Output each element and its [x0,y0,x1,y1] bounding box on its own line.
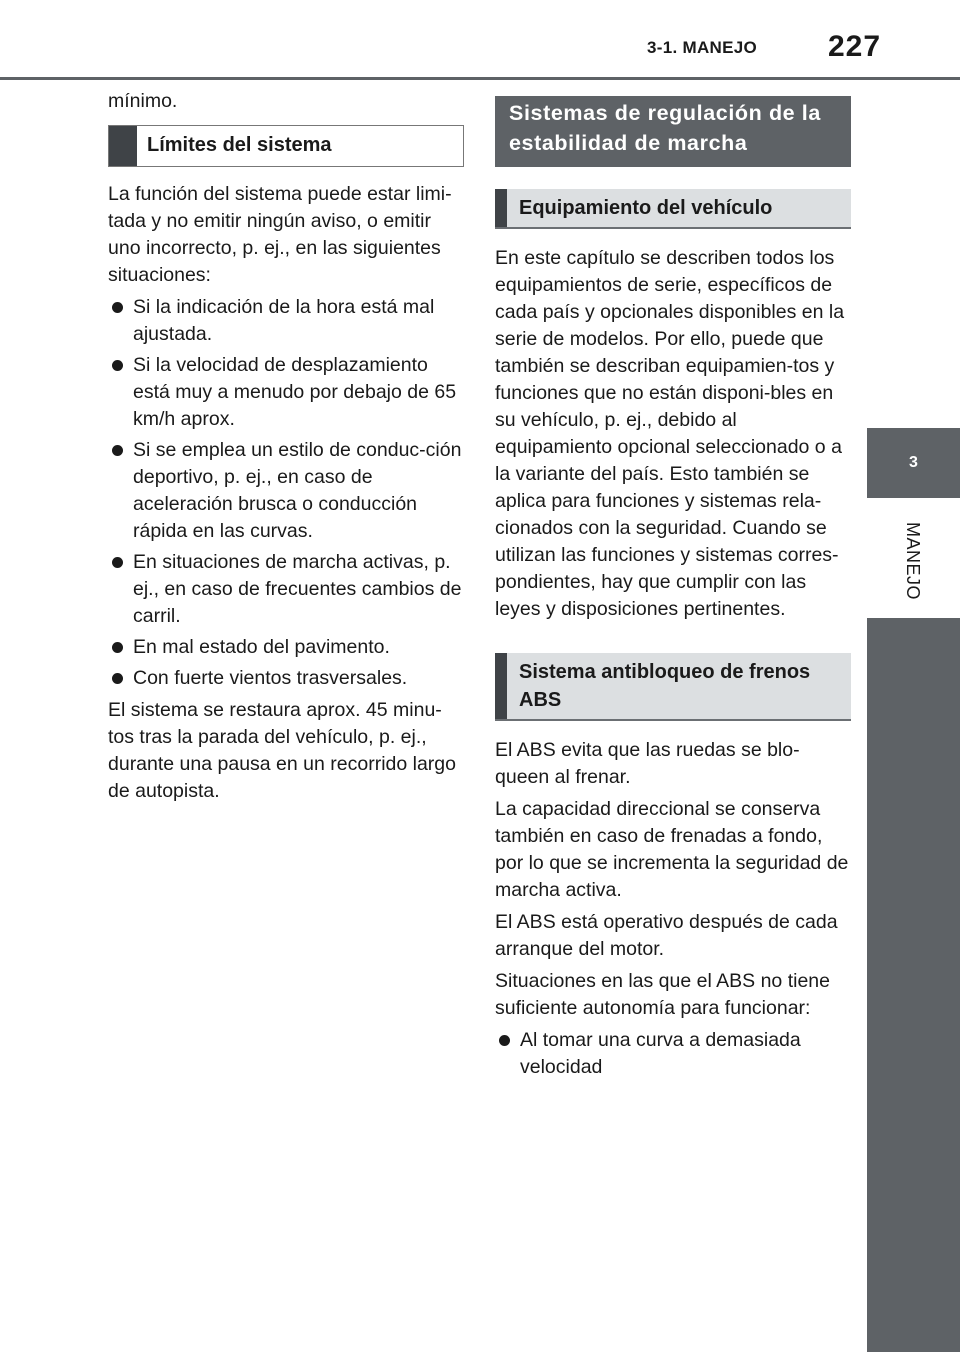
paragraph: El sistema se restaura aprox. 45 minu-tos tras la parada del vehículo, p. ej., durante una pausa en un recorrido largo de autopista. [108,699,456,802]
heading-limits [108,125,464,167]
paragraph: En este capítulo se describen todos los equipamientos de serie, específicos de cada país y opcionales disponibles en la serie de modelos. Por ello, puede que también se describan equipamien-tos y funciones que no están disponi-bles en su vehículo, p. ej., debido al equipamiento opcional seleccionado o a la variante del país. Esto también se aplica para funciones y sistemas rela-cionados con la seguridad. Cuando se utilizan las funciones y sistemas corres-pondientes, hay que cumplir con las leyes y disposiciones pertinentes. [495,247,845,620]
heading-bar [495,653,507,719]
list-item: En mal estado del pavimento. [108,634,464,661]
list-item: Al tomar una curva a demasiada velocidad [495,1027,851,1081]
side-strip [867,498,960,1352]
intro-text: mínimo. [108,90,178,112]
left-column [108,88,464,810]
list-item: En situaciones de marcha activas, p. ej., en caso de frecuentes cambios de carril. [108,549,464,630]
header-divider [0,77,960,80]
list-item: Si se emplea un estilo de conduc-ción deportivo, p. ej., en caso de aceleración brusca o conducción rápida en las curvas. [108,437,464,545]
bullet-icon [112,642,123,653]
chapter-label: MANEJO [903,522,923,601]
paragraph: La capacidad direccional se conserva también en caso de frenadas a fondo, por lo que se incrementa la seguridad de marcha activa. [495,798,849,901]
main-heading: Sistemas de regulación de la estabilidad de marcha [495,96,851,167]
bullet-list [495,1027,851,1081]
chapter-number: 3 [909,454,918,471]
list-item: Con fuerte vientos trasversales. [108,665,464,692]
list-item: Si la indicación de la hora está mal ajustada. [108,294,464,348]
heading-abs [495,653,851,721]
heading-equipment-text: Equipamiento del vehículo [519,197,773,219]
paragraph: El ABS está operativo después de cada arranque del motor. [495,911,838,960]
bullet-icon [112,557,123,568]
bullet-icon [112,673,123,684]
paragraph: Situaciones en las que el ABS no tiene suficiente autonomía para funcionar: [495,970,830,1019]
heading-bar [109,126,137,166]
bullet-icon [112,302,123,313]
chapter-tab [867,428,960,498]
page-number: 227 [828,30,882,63]
list-item: Si la velocidad de desplazamiento está muy a menudo por debajo de 65 km/h aprox. [108,352,464,433]
heading-bar [495,189,507,227]
heading-abs-text: Sistema antibloqueo de frenos ABS [519,661,811,711]
paragraph: La función del sistema puede estar limi-tada y no emitir ningún aviso, o emitir uno incorrecto, p. ej., en las siguientes situaciones: [108,183,452,286]
bullet-list [108,294,464,692]
heading-limits-text: Límites del sistema [147,134,332,156]
heading-equipment [495,189,851,229]
bullet-icon [499,1035,510,1046]
section-title: 3-1. MANEJO [647,38,758,57]
bullet-icon [112,445,123,456]
bullet-icon [112,360,123,371]
right-column [495,88,851,1086]
paragraph: El ABS evita que las ruedas se blo-queen al frenar. [495,739,800,788]
